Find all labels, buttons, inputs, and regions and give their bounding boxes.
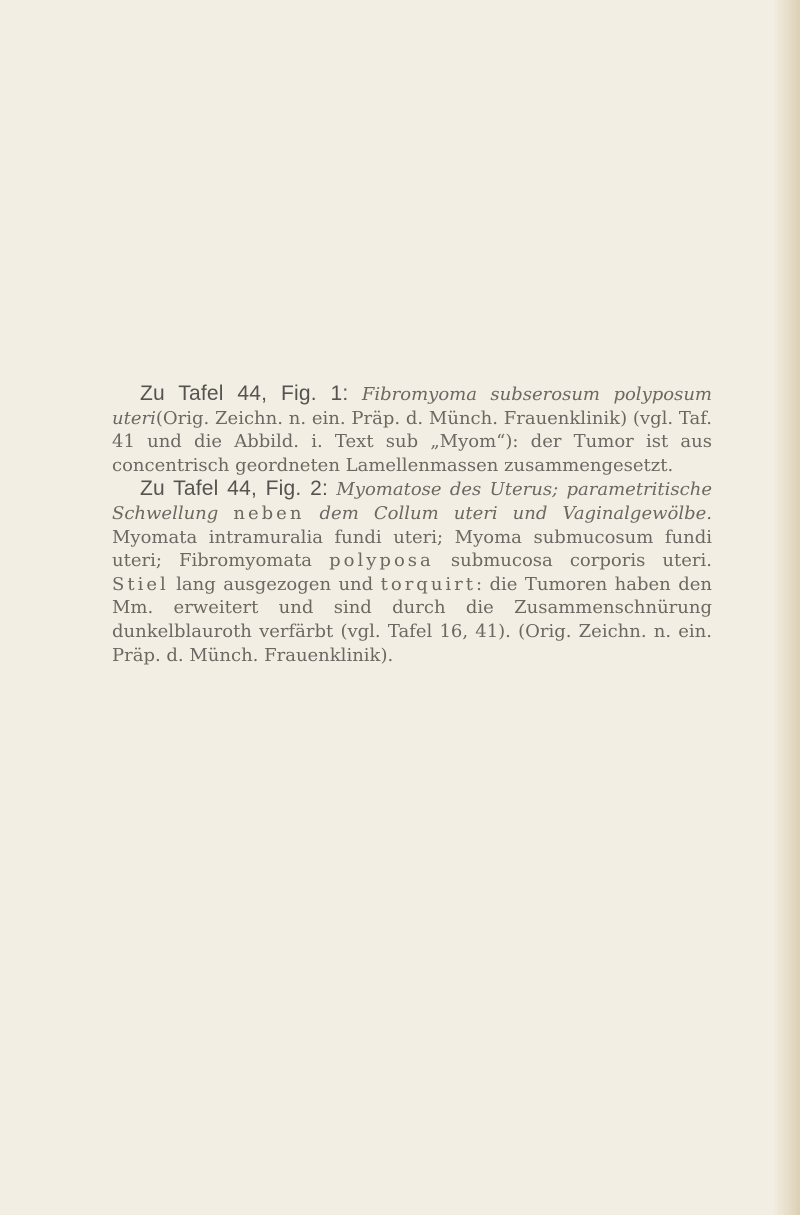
caption-fig-2 (112, 477, 712, 667)
spaced-word-stiel: Stiel (112, 573, 169, 595)
caption-fig-2-text-1: Myomata intramuralia fundi uteri; Myoma submucosum fundi uteri; Fibromyomata (112, 526, 712, 572)
caption-fig-2-text-4: : die Tumoren haben den Mm. erweitert und sind durch die Zusammenschnürung dunkelblauroth verfärbt (vgl. Tafel 16, 41). (Orig. Zeichn. n. ein. Präp. d. Münch. Frauenklinik). (112, 573, 712, 666)
spaced-word-neben: neben (233, 502, 305, 524)
caption-fig-2-text-2: submucosa corporis uteri. (450, 550, 712, 572)
caption-fig-2-text-3: lang ausgezogen und (176, 573, 374, 595)
caption-fig-2-title: Myomatose des Uterus; parametritische Schwellung (112, 479, 712, 524)
caption-block (112, 382, 712, 667)
caption-fig-1-title: Fibromyoma subserosum polyposum uteri (112, 384, 712, 429)
caption-fig-1 (112, 382, 712, 477)
caption-fig-2-heading: Zu Tafel 44, Fig. 2: (140, 477, 328, 501)
spaced-word-polyposa: polyposa (329, 550, 434, 572)
caption-fig-1-heading: Zu Tafel 44, Fig. 1: (140, 382, 349, 405)
page-edge-shadow (772, 0, 800, 1215)
spaced-word-torquirt: torquirt (380, 573, 477, 595)
caption-fig-1-text: (Orig. Zeichn. n. ein. Präp. d. Münch. Frauenklinik) (vgl. Taf. 41 und die Abbild. i. Text sub „Myom“): der Tumor ist aus concentrisch geordneten Lamellenmassen zusammengesetzt. (112, 407, 712, 476)
caption-fig-2-title-continued: dem Collum uteri und Vaginalgewölbe. (319, 502, 712, 524)
